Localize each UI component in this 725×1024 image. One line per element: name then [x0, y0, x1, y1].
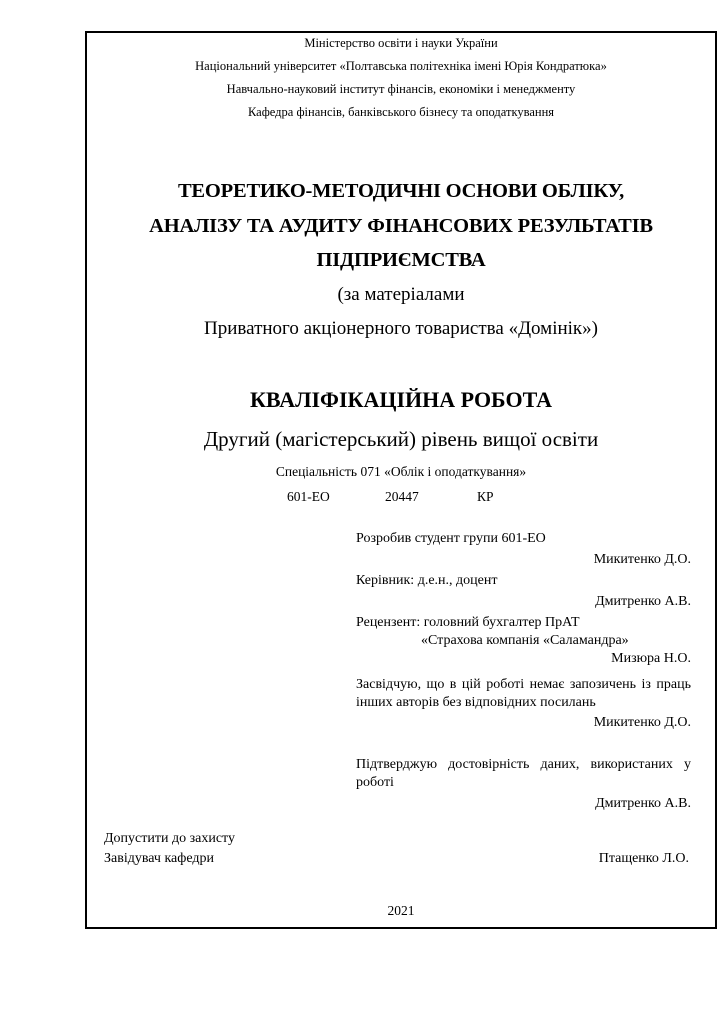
education-level: Другий (магістерський) рівень вищої освіти	[203, 427, 599, 451]
specialty-line: Спеціальність 071 «Облік і оподаткування»	[275, 464, 527, 479]
supervisor-name: Дмитренко А.В.	[595, 594, 691, 609]
work-type-heading: КВАЛІФІКАЦІЙНА РОБОТА	[249, 387, 553, 412]
supervisor-label: Керівник: д.е.н., доцент	[356, 573, 498, 588]
student-code: 20447	[385, 489, 419, 504]
plagiarism-signer: Микитенко Д.О.	[593, 715, 691, 730]
plagiarism-certification	[356, 676, 691, 732]
data-certification	[356, 756, 691, 813]
data-validity-statement: Підтверджую достовірність даних, використаних у роботі	[356, 757, 691, 790]
year: 2021	[387, 903, 415, 918]
title-page-frame	[85, 31, 717, 929]
thesis-subtitle-line-1: (за матеріалами	[337, 284, 465, 305]
data-validity-signer: Дмитренко А.В.	[595, 796, 691, 811]
plagiarism-statement: Засвідчую, що в цій роботі немає запозичень із праць інших авторів без відповідних посилань	[356, 677, 691, 710]
department-line: Кафедра фінансів, банківського бізнесу та оподаткування	[247, 105, 555, 119]
work-code: КР	[477, 489, 494, 504]
thesis-title-line-3: ПІДПРИЄМСТВА	[316, 249, 486, 271]
authors-block	[356, 530, 691, 668]
thesis-subtitle-line-2: Приватного акціонерного товариства «Домінік»)	[204, 318, 598, 339]
department-head-label: Завідувач кафедри	[104, 851, 214, 866]
developer-name: Микитенко Д.О.	[593, 552, 691, 567]
reviewer-organization: «Страхова компанія «Саламандра»	[421, 633, 629, 648]
ministry-line: Міністерство освіти і науки України	[304, 36, 498, 50]
group-code: 601-ЕО	[287, 489, 330, 504]
university-line: Національний університет «Полтавська політехніка імені Юрія Кондратюка»	[195, 59, 607, 73]
thesis-title-line-2: АНАЛІЗУ ТА АУДИТУ ФІНАНСОВИХ РЕЗУЛЬТАТІВ	[149, 215, 653, 237]
admit-to-defense-label: Допустити до захисту	[104, 831, 235, 846]
department-head-name: Птащенко Л.О.	[598, 851, 689, 866]
reviewer-label: Рецензент: головний бухгалтер ПрАТ	[356, 615, 580, 630]
reviewer-name: Мизюра Н.О.	[611, 651, 691, 666]
developer-label: Розробив студент групи 601-ЕО	[356, 531, 546, 546]
institute-line: Навчально-науковий інститут фінансів, економіки і менеджменту	[226, 82, 576, 96]
thesis-title-line-1: ТЕОРЕТИКО-МЕТОДИЧНІ ОСНОВИ ОБЛІКУ,	[177, 180, 625, 202]
